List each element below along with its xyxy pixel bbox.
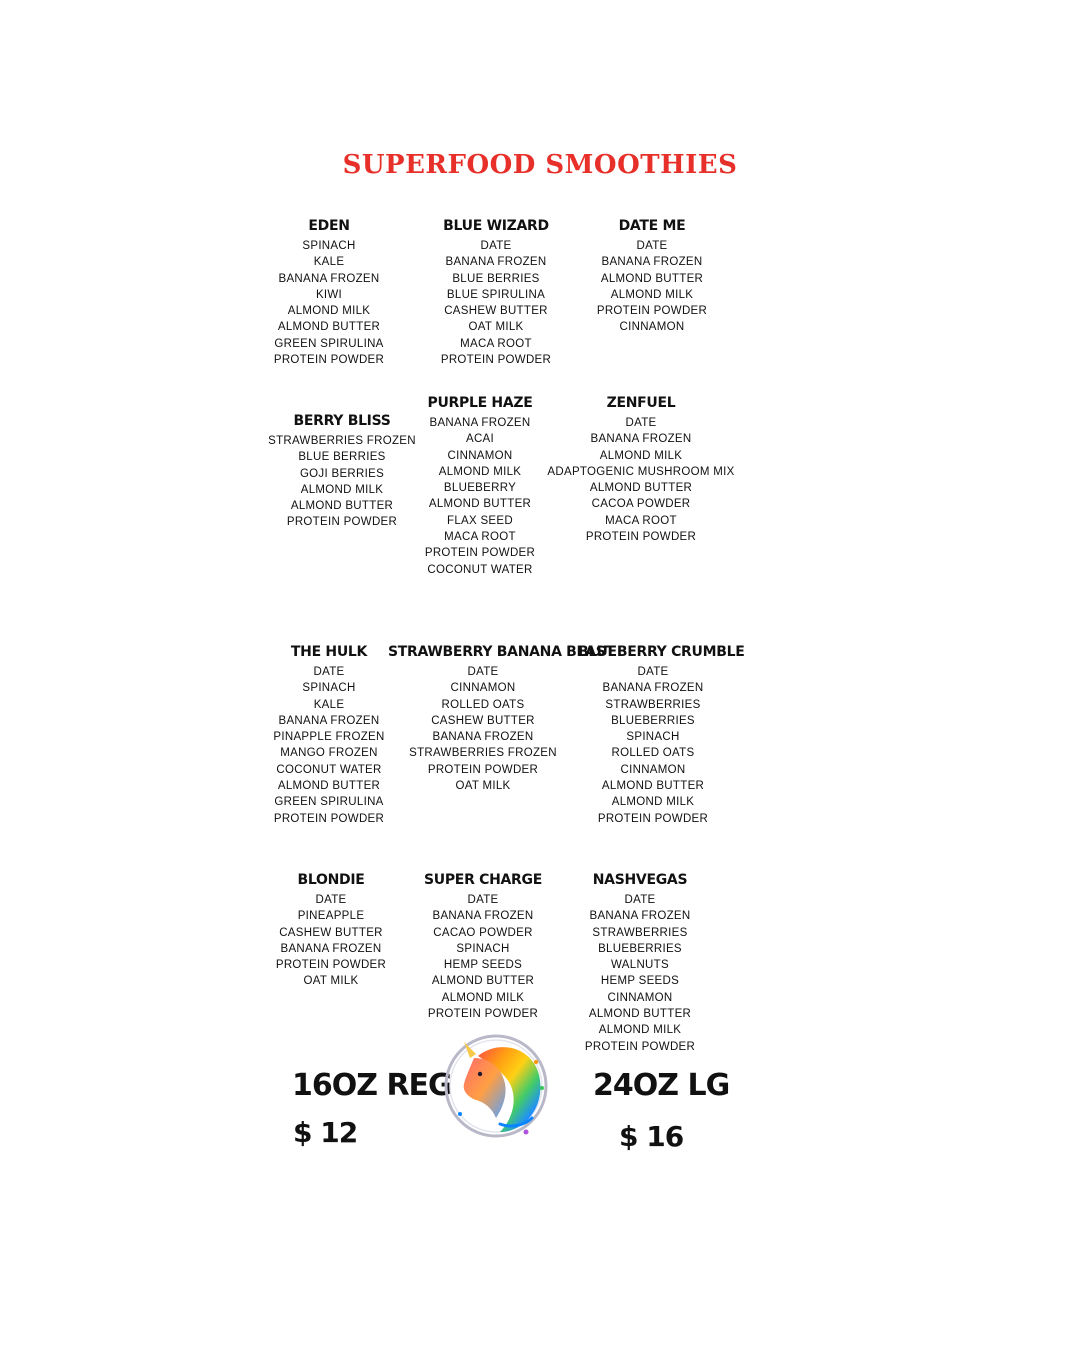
ingredient-item: ALMOND BUTTER [277,780,381,793]
smoothie-zenfuel [546,395,736,545]
ingredient-item: PROTEIN POWDER [427,763,539,776]
ingredient-item: MACA ROOT [444,531,516,544]
ingredient-item: ALMOND MILK [599,449,683,462]
ingredient-item: HEMP SEEDS [443,959,523,972]
ingredient-item: SPINACH [456,942,510,955]
ingredient-item: PROTEIN POWDER [273,812,385,825]
ingredient-item: CINNAMON [450,682,516,695]
ingredient-list [388,664,578,794]
ingredient-item: ADAPTOGENIC MUSHROOM MIX [547,465,735,478]
ingredient-item: HEMP SEEDS [600,975,680,988]
ingredient-item: ALMOND MILK [611,796,695,809]
ingredient-item: SPINACH [302,682,356,695]
ingredient-item: ACAI [465,433,495,446]
ingredient-item: BANANA FROZEN [589,910,691,923]
ingredient-item: BANANA FROZEN [432,910,534,923]
smoothie-name: DATE ME [618,218,686,234]
ingredient-item: BANANA FROZEN [429,417,531,429]
ingredient-item: PROTEIN POWDER [584,1040,696,1053]
ingredient-item: STRAWBERRIES FROZEN [268,435,416,447]
ingredient-item: ALMOND MILK [438,465,522,478]
smoothie-eden [254,218,404,368]
ingredient-item: CINNAMON [607,991,673,1004]
ingredient-item: SPINACH [626,731,680,744]
ingredient-item: BANANA FROZEN [280,942,382,955]
ingredient-item: ALMOND BUTTER [290,500,394,513]
ingredient-item: DATE [313,666,345,678]
smoothie-name: BLUEBERRY CRUMBLE [578,644,745,660]
ingredient-item: DATE [624,894,656,906]
ingredient-item: PINEAPPLE [297,910,365,923]
ingredient-item: KALE [313,698,345,711]
regular-size-label: 16OZ REG [292,1068,452,1103]
large-size-label: 24OZ LG [593,1068,730,1103]
ingredient-item: CINNAMON [620,763,686,776]
smoothie-the-hulk [254,644,404,827]
ingredient-item: ROLLED OATS [441,698,525,711]
ingredient-item: BANANA FROZEN [445,256,547,269]
ingredient-item: BANANA FROZEN [590,433,692,446]
ingredient-item: KALE [313,256,345,269]
ingredient-item: DATE [480,240,512,252]
smoothie-super-charge [408,872,558,1022]
ingredient-item: ALMOND BUTTER [277,321,381,334]
smoothie-blueberry-crumble [578,644,745,827]
ingredient-list [565,892,715,1055]
smoothie-strawberry-banana-blast [388,644,615,794]
ingredient-item: ALMOND BUTTER [431,975,535,988]
ingredient-item: BANANA FROZEN [432,731,534,744]
ingredient-item: OAT MILK [303,975,359,988]
smoothie-purple-haze [405,395,555,578]
ingredient-item: WALNUTS [611,959,669,972]
ingredient-item: BANANA FROZEN [278,272,380,285]
ingredient-item: BLUEBERRIES [598,942,682,955]
ingredient-item: DATE [636,240,668,252]
ingredient-item: ALMOND BUTTER [428,498,532,511]
ingredient-item: BANANA FROZEN [602,682,704,695]
ingredient-item: STRAWBERRIES [605,698,701,711]
ingredient-item: DATE [637,666,669,678]
ingredient-list [262,433,422,531]
ingredient-item: DATE [625,417,657,429]
ingredient-item: BANANA FROZEN [278,714,380,727]
ingredient-list [405,415,555,578]
rainbow-unicorn-icon [440,1028,556,1144]
ingredient-item: PINAPPLE FROZEN [273,731,385,744]
large-price: $ 16 [619,1120,684,1153]
ingredient-item: COCONUT WATER [427,563,533,576]
ingredient-item: ALMOND BUTTER [588,1008,692,1021]
ingredient-item: PROTEIN POWDER [273,354,385,367]
ingredient-item: CASHEW BUTTER [279,926,383,939]
ingredient-item: MACA ROOT [460,337,532,350]
ingredient-list [254,664,404,827]
smoothie-blondie [256,872,406,990]
smoothie-nashvegas [565,872,715,1055]
ingredient-item: KIWI [315,288,343,301]
ingredient-item: MANGO FROZEN [280,747,378,760]
ingredient-item: PROTEIN POWDER [427,1008,539,1021]
ingredient-item: DATE [467,666,499,678]
ingredient-item: SPINACH [302,240,356,252]
smoothie-berry-bliss [262,413,422,531]
ingredient-item: ALMOND BUTTER [589,482,693,495]
regular-price: $ 12 [293,1116,358,1149]
smoothie-name: BLUE WIZARD [443,218,549,234]
smoothie-name: PURPLE HAZE [427,395,533,411]
ingredient-item: CINNAMON [619,321,685,334]
smoothie-date-me [577,218,727,336]
ingredient-item: OAT MILK [468,321,524,334]
ingredient-list [546,415,736,545]
ingredient-list [577,238,727,336]
smoothie-name: THE HULK [290,644,368,660]
ingredient-item: PROTEIN POWDER [596,305,708,318]
smoothie-name: EDEN [308,218,350,234]
ingredient-item: BLUEBERRIES [611,714,695,727]
ingredient-item: FLAX SEED [447,514,513,527]
ingredient-item: ALMOND MILK [441,991,525,1004]
ingredient-item: CACOA POWDER [591,498,691,511]
smoothie-name: NASHVEGAS [592,872,688,888]
ingredient-item: BLUEBERRY [443,482,517,495]
smoothie-name: SUPER CHARGE [424,872,542,888]
ingredient-list [254,238,404,368]
ingredient-item: COCONUT WATER [276,763,382,776]
ingredient-item: BLUE BERRIES [298,451,386,464]
ingredient-item: BANANA FROZEN [601,256,703,269]
ingredient-item: GOJI BERRIES [299,467,385,480]
ingredient-item: ALMOND MILK [610,288,694,301]
ingredient-item: ALMOND MILK [598,1024,682,1037]
ingredient-item: DATE [315,894,347,906]
ingredient-item: STRAWBERRIES [592,926,688,939]
smoothie-name: ZENFUEL [606,395,676,411]
ingredient-item: DATE [467,894,499,906]
ingredient-item: CACAO POWDER [433,926,533,939]
ingredient-item: ALMOND MILK [287,305,371,318]
ingredient-item: PROTEIN POWDER [585,531,697,544]
ingredient-item: PROTEIN POWDER [597,812,709,825]
smoothie-name: BLONDIE [297,872,365,888]
smoothie-name: BERRY BLISS [293,413,391,429]
ingredient-list [421,238,571,368]
ingredient-item: PROTEIN POWDER [275,959,387,972]
ingredient-item: ALMOND BUTTER [600,272,704,285]
ingredient-item: STRAWBERRIES FROZEN [409,747,557,760]
ingredient-item: CASHEW BUTTER [431,714,535,727]
ingredient-item: MACA ROOT [605,514,677,527]
menu-title: SUPERFOOD SMOOTHIES [342,150,738,180]
smoothie-name: STRAWBERRY BANANA BLAST [388,644,615,660]
ingredient-item: CASHEW BUTTER [444,305,548,318]
ingredient-item: ALMOND MILK [300,483,384,496]
ingredient-item: ROLLED OATS [611,747,695,760]
smoothie-blue-wizard [421,218,571,368]
ingredient-item: PROTEIN POWDER [286,516,398,529]
ingredient-item: CINNAMON [447,449,513,462]
ingredient-item: BLUE BERRIES [452,272,540,285]
ingredient-list [256,892,406,990]
ingredient-list [578,664,728,827]
ingredient-item: ALMOND BUTTER [601,780,705,793]
ingredient-item: BLUE SPIRULINA [446,288,546,301]
ingredient-item: GREEN SPIRULINA [274,337,384,350]
ingredient-list [408,892,558,1022]
ingredient-item: GREEN SPIRULINA [274,796,384,809]
ingredient-item: OAT MILK [455,780,511,793]
ingredient-item: PROTEIN POWDER [424,547,536,560]
ingredient-item: PROTEIN POWDER [440,354,552,367]
